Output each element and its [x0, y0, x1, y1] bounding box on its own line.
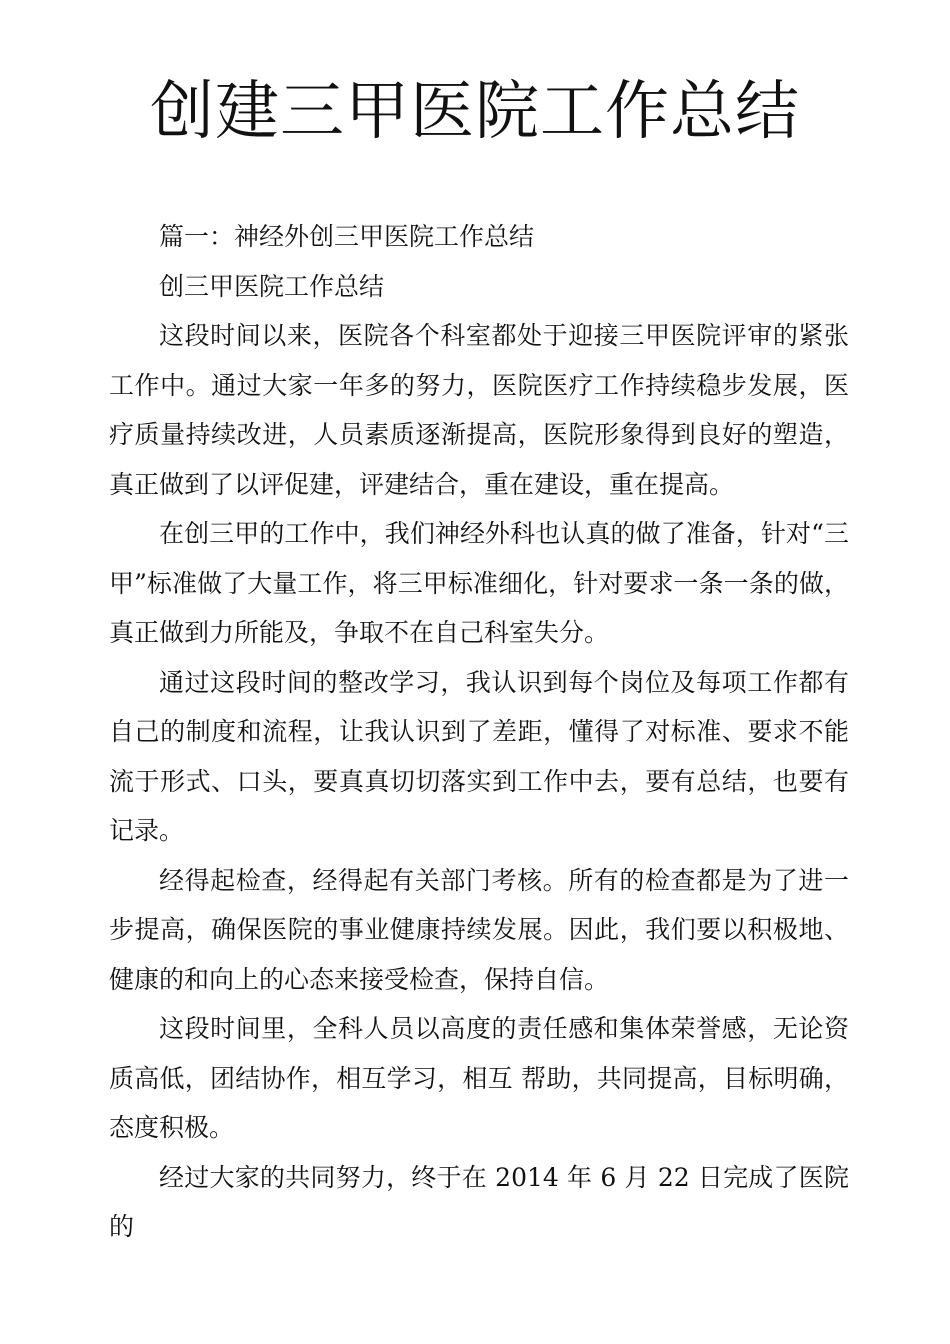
section-heading: 篇一：神经外创三甲医院工作总结 [159, 222, 535, 251]
paragraph: 经过大家的共同努力，终于在 2014 年 6 月 22 日完成了医院的 [109, 1162, 849, 1241]
paragraph: 这段时间里，全科人员以高度的责任感和集体荣誉感，无论资质高低，团结协作，相互学习，相互 帮助，共同提高，目标明确，态度积极。 [109, 1014, 849, 1142]
subtitle: 创三甲医院工作总结 [159, 271, 385, 301]
document-title: 创建三甲医院工作总结 [150, 75, 800, 149]
paragraph: 在创三甲的工作中，我们神经外科也认真的做了准备，针对“三甲”标准做了大量工作，将三甲标准细化，针对要求一条一条的做，真正做到力所能及，争取不在自己科室失分。 [109, 519, 849, 647]
paragraph: 经得起检查，经得起有关部门考核。所有的检查都是为了进一步提高，确保医院的事业健康持续发展。因此，我们要以积极地、健康的和向上的心态来接受检查，保持自信。 [109, 865, 849, 994]
document-body [109, 212, 849, 1252]
paragraph: 通过这段时间的整改学习，我认识到每个岗位及每项工作都有自己的制度和流程，让我认识到了差距，懂得了对标准、要求不能流于形式、口头，要真真切切落实到工作中去，要有总结，也要有记录。 [109, 667, 849, 845]
paragraph: 这段时间以来，医院各个科室都处于迎接三甲医院评审的紧张工作中。通过大家一年多的努力，医院医疗工作持续稳步发展，医疗质量持续改进，人员素质逐渐提高，医院形象得到良好的塑造，真正做到了以评促建，评建结合，重在建设，重在提高。 [109, 321, 849, 499]
